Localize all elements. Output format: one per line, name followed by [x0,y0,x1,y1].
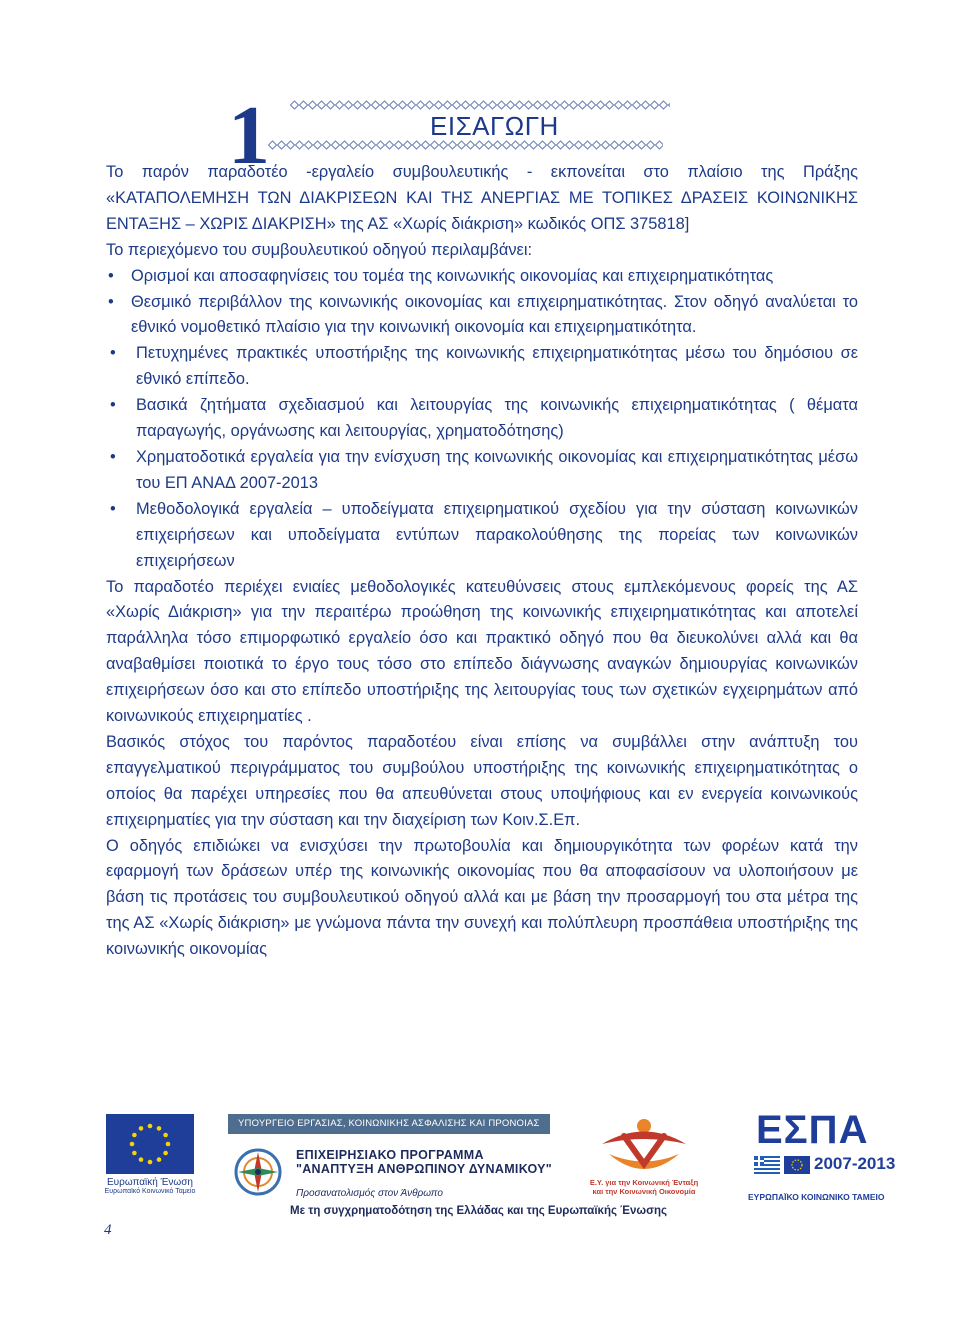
list-item: • Πετυχημένες πρακτικές υποστήριξης της κοινωνικής επιχειρηματικότητας μέσω του δημόσιου σε εθνικό επίπεδο. [106,341,858,393]
greek-eu-flags-icon [754,1156,810,1178]
program-title [296,1148,552,1176]
intro-paragraph: Το παρόν παραδοτέο -εργαλείο συμβουλευτικής - εκπονείται στο πλαίσιο της Πράξης «ΚΑΤΑΠΟΛΕΜΗΣΗ ΤΩΝ ΔΙΑΚΡΙΣΕΩΝ ΚΑΙ ΤΗΣ ΑΝΕΡΓΙΑΣ ΜΕ ΤΟΠΙΚΕΣ ΔΡΑΣΕΙΣ ΚΟΙΝΩΝΙΚΗΣ ΕΝΤΑΞΗΣ – ΧΩΡΙΣ ΔΙΑΚΡΙΣΗ» της ΑΣ «Χωρίς διάκριση» κωδικός ΟΠΣ 375818] [106,163,858,233]
espa-fund-caption: ΕΥΡΩΠΑΪΚΟ ΚΟΙΝΩΝΙΚΟ ΤΑΜΕΙΟ [748,1192,885,1202]
social-economy-caption-line1: Ε.Υ. για την Κοινωνική Ένταξη [589,1178,699,1187]
social-economy-caption [574,1178,714,1196]
espa-years: 2007-2013 [814,1154,896,1173]
list-item: • Βασικά ζητήματα σχεδιασμού και λειτουργίας της κοινωνικής επιχειρηματικότητας ( θέματα παραγωγής, οργάνωσης και λειτουργίας, χρηματοδότησης) [106,393,858,445]
program-compass-icon [228,1144,288,1200]
program-subtitle: Προσανατολισμός στον Άνθρωπο [296,1188,443,1199]
page-number: 4 [104,1222,112,1238]
chapter-title: ΕΙΣΑΓΩΓΗ [430,111,559,141]
contents-intro: Το περιεχόμενο του συμβουλευτικού οδηγού περιλαμβάνει: [106,240,533,259]
social-economy-logo-icon [584,1114,704,1184]
espa-logo: ΕΣΠΑ [756,1108,869,1152]
main-content [106,160,858,963]
list-item: • Μεθοδολογικά εργαλεία – υποδείγματα επιχειρηματικού σχεδίου για την σύσταση κοινωνικών επιχειρήσεων και υποδείγματα εντύπων παρακολούθησης της πορείας των κοινωνικών επιχειρήσεων [106,497,858,575]
eu-fund-caption: Ευρωπαϊκό Κοινωνικό Ταμείο [104,1188,196,1195]
program-title-line2: "ΑΝΑΠΤΥΞΗ ΑΝΘΡΩΠΙΝΟΥ ΔΥΝΑΜΙΚΟΥ" [296,1162,552,1176]
body-paragraph: Ο οδηγός επιδιώκει να ενισχύσει την πρωτοβουλία και δημιουργικότητα των φορέων κατά την εφαρμογή των δράσεων υπέρ της κοινωνικής οικονομίας που θα αποφασίσουν να υλοποιήσουν με βάση τις προτάσεις του συμβουλευτικού οδηγού αλλά και με βάση την προσαρμογή του στα μέτρα της της ΑΣ «Χωρίς διάκριση» με γνώμονα πάντα την συνεχή και πολύπλευρη προσπάθεια υποστήριξης της κοινωνικής οικονομίας [106,836,858,959]
social-economy-caption-line2: και την Κοινωνική Οικονομία [592,1187,696,1196]
contents-list [106,264,858,575]
cofunding-note: Με τη συγχρηματοδότηση της Ελλάδας και της Ευρωπαϊκής Ένωσης [290,1205,667,1217]
list-item: • Θεσμικό περιβάλλον της κοινωνικής οικονομίας και επιχειρηματικότητας. Στον οδηγό αναλύεται το εθνικό νομοθετικό πλαίσιο για την κοινωνική οικονομία και επιχειρηματικότητα. [106,290,858,342]
program-title-line1: ΕΠΙΧΕΙΡΗΣΙΑΚΟ ΠΡΟΓΡΑΜΜΑ [296,1148,484,1162]
list-item: • Χρηματοδοτικά εργαλεία για την ενίσχυση της κοινωνικής οικονομίας και επιχειρηματικότητας μέσω του ΕΠ ΑΝΑΔ 2007-2013 [106,445,858,497]
eu-logo-block [100,1114,200,1195]
body-paragraph: Βασικός στόχος του παρόντος παραδοτέου είναι επίσης να συμβάλλει στην ανάπτυξη του επαγγελματικού περιγράμματος του συμβούλου υποστήριξης της κοινωνικής επιχειρηματικότητας ο οποίος θα παρέχει υπηρεσίες που θα απευθύνεται στους υποψήφιους και εν ενεργεία κοινωνικούς επιχειρηματίες για την σύσταση και την διαχείριση των Κοιν.Σ.Επ. [106,732,858,829]
eu-flag-icon [106,1114,194,1174]
eu-caption: Ευρωπαϊκή Ένωση [107,1177,193,1188]
chapter-number: 1 [228,89,268,182]
espa-logo-block [748,1108,898,1208]
body-paragraph: Το παραδοτέο περιέχει ενιαίες μεθοδολογικές κατευθύνσεις στους εμπλεκόμενους φορείς της ΑΣ «Χωρίς Διάκριση» για την περαιτέρω προώθηση της κοινωνικής επιχειρηματικότητας και αποτελεί παράλληλα τόσο επιμορφωτικό εργαλείο όσο και πρακτικό οδηγό που θα διευκολύνει αλλά και θα αναβαθμίσει ποιοτικά το έργο τους τόσο στο επίπεδο διάγνωσης αναγκών δημιουργίας κοινωνικών επιχειρήσεων όσο και στο επίπεδο υποστήριξης της λειτουργίας τους των σχετικών εγχειρημάτων από κοινωνικούς επιχειρηματίες . [106,577,858,726]
decorative-chain-top [290,100,670,110]
list-item: • Ορισμοί και αποσαφηνίσεις του τομέα της κοινωνικής οικονομίας και επιχειρηματικότητας [106,264,858,290]
ministry-banner: ΥΠΟΥΡΓΕΙΟ ΕΡΓΑΣΙΑΣ, ΚΟΙΝΩΝΙΚΗΣ ΑΣΦΑΛΙΣΗΣ ΚΑΙ ΠΡΟΝΟΙΑΣ [228,1114,550,1134]
footer-logos [100,1108,896,1203]
